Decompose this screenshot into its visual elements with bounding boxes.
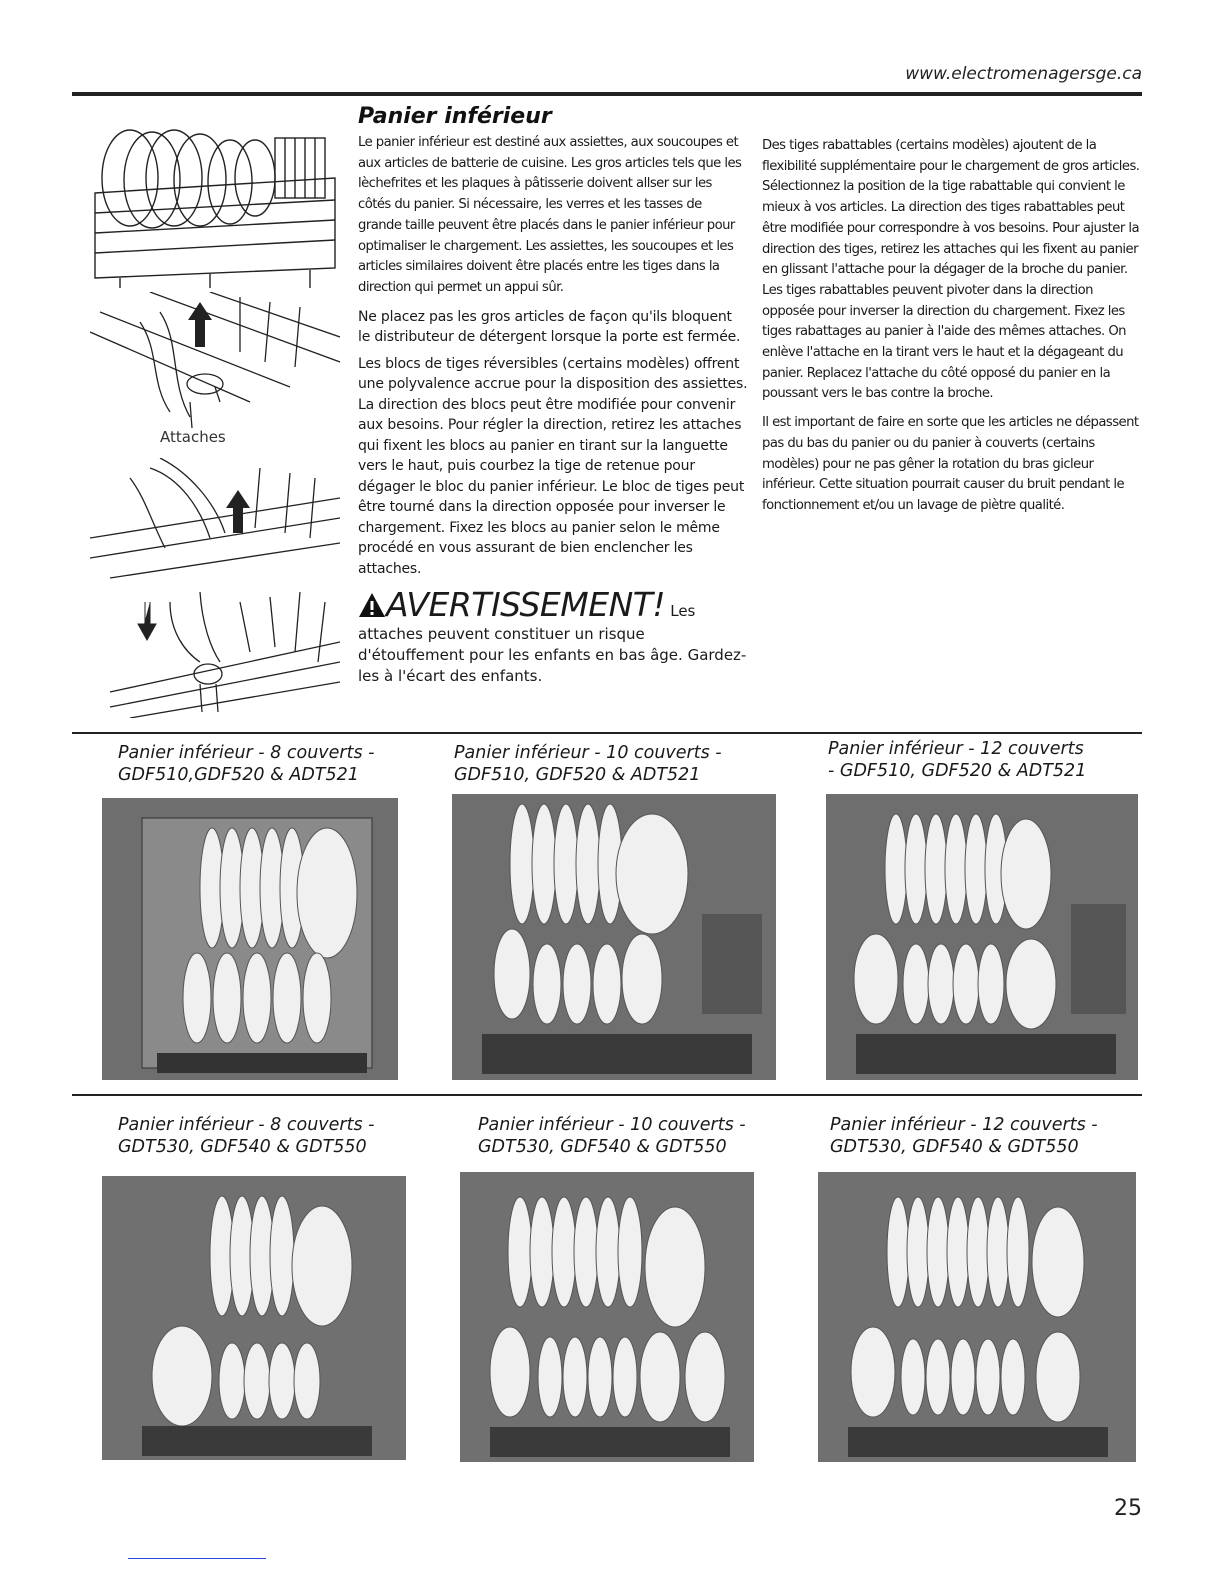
- up-arrow-icon: [226, 490, 250, 533]
- paragraph-spray-arm: Il est important de faire en sorte que les articles ne dépassent pas du bas du panier ou du panier à couverts (certains modèles) pour ne pas gêner la rotation du bras gicleur inférieur. Cette situation pourrait causer du bruit pendant le fonctionnement et/ou un lavage de piètre qualité.: [762, 415, 1139, 513]
- clip-drawing-3: [90, 592, 340, 718]
- photo-8-place-settings-a: [102, 798, 398, 1080]
- section-title: Panier inférieur: [358, 104, 552, 129]
- dish-photo: [452, 794, 776, 1080]
- photo-10-place-settings-a: [452, 794, 776, 1080]
- warning-title: AVERTISSEMENT!: [386, 585, 666, 625]
- caption-row1-12: [828, 738, 1086, 782]
- caption-line: Panier inférieur - 8 couverts -: [118, 743, 375, 763]
- photo-12-place-settings-b: [818, 1172, 1136, 1462]
- caption-row1-10: [454, 742, 722, 786]
- down-arrow-icon: [138, 602, 156, 640]
- caption-model-line: GDF510,GDF520 & ADT521: [118, 765, 359, 785]
- dish-photo: [102, 1176, 406, 1460]
- photo-12-place-settings-a: [826, 794, 1138, 1080]
- photo-10-place-settings-b: [460, 1172, 754, 1462]
- warning-heading: [358, 585, 748, 624]
- dish-photo: [826, 794, 1138, 1080]
- paragraph-basket-use: Le panier inférieur est destiné aux assiettes, aux soucoupes et aux articles de batterie de cuisine. Les gros articles tels que les lèchefrites et les plaques à pâtisserie doivent allser sur les côtés du panier. Si nécessaire, les verres et les tasses de grande taille peuvent être placés dans le panier inférieur pour optimaliser le chargement. Les assiettes, les soucoupes et les articles similaires doivent être placés entre les tiges dans la direction qui permet un appui sûr.: [358, 135, 742, 295]
- caption-model-line: GDT530, GDF540 & GDT550: [118, 1137, 367, 1157]
- dish-photo: [102, 798, 398, 1080]
- photo-8-place-settings-b: [102, 1176, 406, 1460]
- right-text-column: [762, 136, 1142, 525]
- caption-model-line: GDT530, GDF540 & GDT550: [830, 1137, 1079, 1157]
- caption-line: Panier inférieur - 10 couverts -: [454, 743, 722, 763]
- paragraph-reversible-tines: Les blocs de tiges réversibles (certains modèles) offrent une polyvalence accrue pour la disposition des assiettes. La direction des blocs peut être modifiée pour convenir aux besoins. Pour régler la direction, retirez les attaches qui fixent les blocs au panier en tirant sur la languette vers le haut, puis courbez la tige de retenue pour dégager le bloc du panier inférieur. Le bloc de tiges peut être tourné dans la direction opposée pour inverser le chargement. Fixez les blocs au panier selon le même procédé en vous assurant de bien enclencher les attaches.: [358, 355, 748, 577]
- clip-illustration-3: [90, 592, 340, 718]
- caption-row2-12: [830, 1114, 1098, 1158]
- up-arrow-icon: [188, 302, 212, 347]
- caption-row2-8: [118, 1114, 374, 1158]
- page-number: 25: [1114, 1496, 1142, 1521]
- caption-row1-8: [118, 742, 374, 786]
- main-text-column: [358, 104, 748, 687]
- site-url: www.electromenagersge.ca: [905, 64, 1142, 84]
- caption-line: Panier inférieur - 10 couverts -: [478, 1115, 746, 1135]
- caption-model-line: GDF510, GDF520 & ADT521: [454, 765, 701, 785]
- warning-triangle-icon: [358, 592, 386, 618]
- clip-drawing-1: [90, 292, 340, 428]
- dish-photo: [818, 1172, 1136, 1462]
- warning-lead-word: Les: [670, 602, 696, 621]
- clip-illustration-1: [90, 292, 340, 428]
- dish-photo: [460, 1172, 754, 1462]
- caption-line: Panier inférieur - 8 couverts -: [118, 1115, 375, 1135]
- caption-row2-10: [478, 1114, 746, 1158]
- caption-model-line: GDT530, GDF540 & GDT550: [478, 1137, 727, 1157]
- rack-illustration: [90, 118, 340, 288]
- caption-line: Panier inférieur - 12 couverts: [828, 739, 1084, 759]
- warning-body: attaches peuvent constituer un risque d'étouffement pour les enfants en bas âge. Gardez-les à l'écart des enfants.: [358, 625, 747, 686]
- attaches-label: Attaches: [160, 428, 226, 446]
- divider-rule: [72, 1094, 1142, 1096]
- clip-drawing-2: [90, 458, 340, 584]
- caption-line: Panier inférieur - 12 couverts -: [830, 1115, 1098, 1135]
- clip-illustration-2: [90, 458, 340, 584]
- caption-model-line: - GDF510, GDF520 & ADT521: [828, 761, 1087, 781]
- divider-rule: [72, 732, 1142, 734]
- paragraph-foldable-tines: Des tiges rabattables (certains modèles) ajoutent de la flexibilité supplémentaire pour le chargement de gros articles. Sélectionnez la position de la tige rabattable qui convient le mieux à vos articles. La direction des tiges rabattables peut être modifiée pour correspondre à vos besoins. Pour ajuster la direction des tiges, retirez les attaches qui les fixent au panier en glissant l'attache pour la dégager de la broche du panier. Les tiges rabattables peuvent pivoter dans la direction opposée pour inverser la direction du chargement. Fixez les tiges rabattages au panier à l'aide des mêmes attaches. On enlève l'attache en la tirant vers le haut et la dégageant du panier. Replacez l'attache du côté opposé du panier en la poussant vers le bas contre la broche.: [762, 138, 1140, 402]
- paragraph-detergent: Ne placez pas les gros articles de façon qu'ils bloquent le distributeur de détergent lorsque la porte est fermée.: [358, 308, 741, 346]
- footer-line: [128, 1558, 266, 1559]
- rack-drawing: [90, 118, 340, 288]
- top-rule: [72, 92, 1142, 96]
